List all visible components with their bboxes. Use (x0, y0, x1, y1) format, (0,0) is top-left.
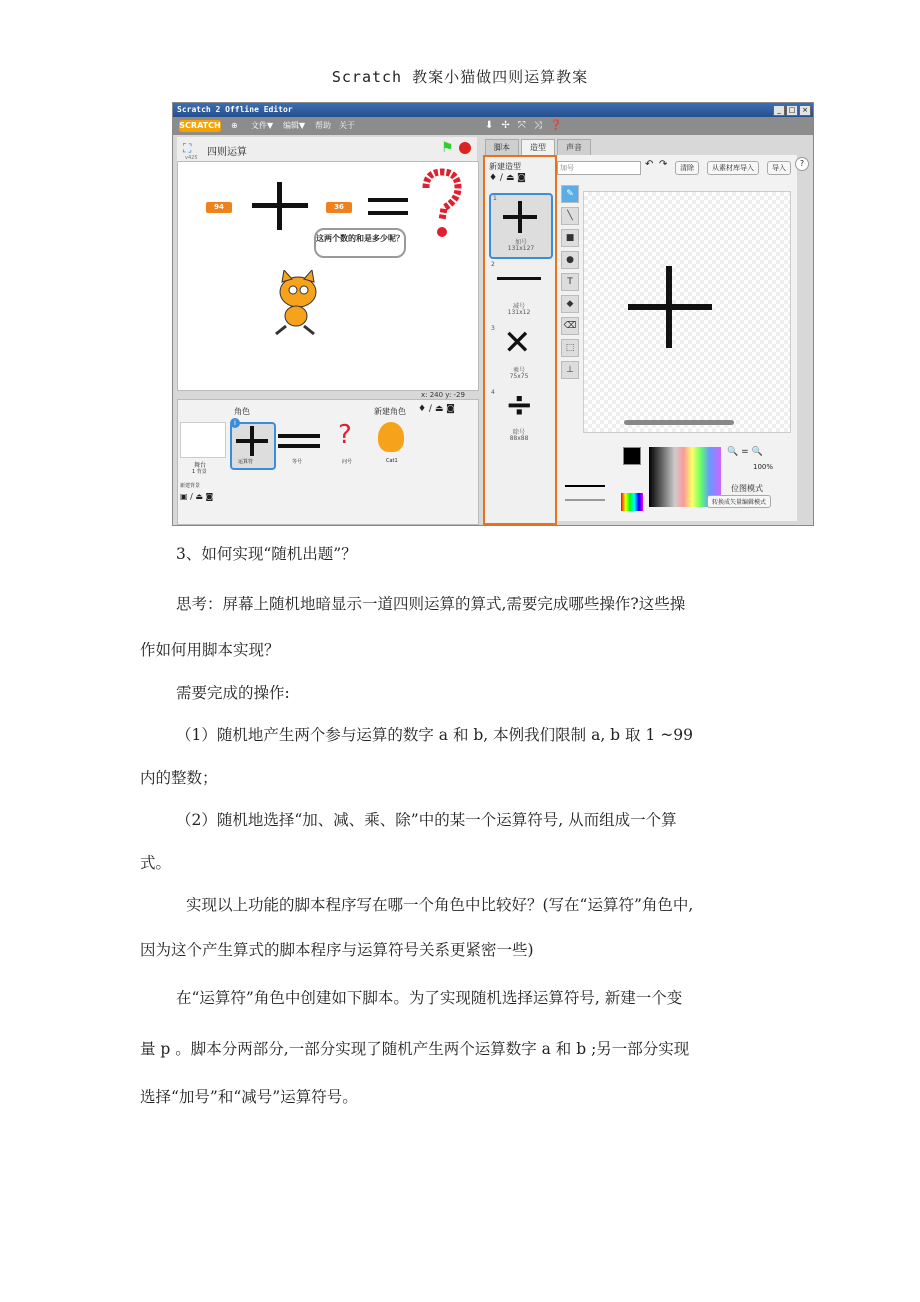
paragraph-line: 在“运算符”角色中创建如下脚本。为了实现随机选择运算符号, 新建一个变 (176, 989, 683, 1007)
cat-sprite[interactable] (270, 270, 324, 336)
eraser-tool-icon[interactable]: ⌫ (561, 317, 579, 335)
clear-button[interactable]: 清除 (675, 161, 699, 175)
sprite-name: Cat1 (386, 458, 398, 464)
window-titlebar (173, 103, 813, 117)
help-icon[interactable]: ❓ (549, 120, 563, 131)
maximize-icon[interactable]: □ (786, 105, 798, 116)
speech-bubble: 这两个数的和是多少呢？ (314, 228, 406, 258)
stamp-tool-icon[interactable]: ⊥ (561, 361, 579, 379)
select-tool-icon[interactable]: ⬚ (561, 339, 579, 357)
equals-thumb-icon[interactable] (278, 432, 320, 450)
costume-index: 2 (491, 261, 495, 268)
paragraph-line: （1）随机地产生两个参与运算的数字 a 和 b, 本例我们限制 a, b 取 1 ~99 (176, 726, 693, 744)
costume-size: 131x12 (507, 309, 531, 316)
stage-header (177, 137, 477, 161)
costume-item[interactable] (489, 193, 553, 259)
costume-name: 乘号 (512, 367, 525, 374)
paragraph-line: 量 p 。脚本分两部分,一部分实现了随机产生两个运算数字 a 和 b ;另一部分实现 (140, 1040, 690, 1058)
line-tool-icon[interactable]: ╲ (561, 207, 579, 225)
new-sprite-label: 新建角色 (374, 407, 406, 416)
zoom-icons[interactable]: 🔍 = 🔍 (727, 447, 763, 457)
window-controls (773, 105, 811, 116)
times-icon: ✕ (503, 323, 532, 363)
stage-backdrops: 1 背景 (192, 469, 207, 475)
scratch-logo[interactable]: SCRATCH (179, 121, 221, 130)
menu-bar (173, 117, 813, 135)
paint-canvas[interactable] (583, 191, 791, 433)
cat-thumb-icon[interactable] (378, 422, 404, 452)
tab-costumes[interactable]: 造型 (521, 139, 555, 155)
costume-item[interactable] (489, 385, 549, 449)
costume-name-input[interactable]: 加号 (557, 161, 641, 175)
costume-item[interactable] (489, 325, 549, 387)
plus-icon (236, 426, 268, 456)
divide-icon: ÷ (505, 385, 534, 425)
fill-tool-icon[interactable]: ◆ (561, 295, 579, 313)
costume-name: 减号 (512, 303, 525, 310)
menu-about[interactable]: 关于 (339, 121, 355, 130)
text-tool-icon[interactable]: T (561, 273, 579, 291)
minus-icon (497, 277, 541, 281)
plus-costume-drawing (628, 266, 712, 348)
new-backdrop-icons[interactable]: ▣ ∕ ⏏ ◙ (180, 492, 214, 501)
paragraph-line: 实现以上功能的脚本程序写在哪一个角色中比较好？(写在“运算符”角色中, (186, 896, 694, 914)
ellipse-tool-icon[interactable]: ● (561, 251, 579, 269)
fullscreen-icon[interactable]: ⛶ (183, 141, 192, 155)
tab-scripts[interactable]: 脚本 (485, 139, 519, 155)
line-width-slider[interactable] (565, 499, 605, 501)
costume-index: 1 (493, 195, 497, 202)
scratch-screenshot (172, 102, 814, 526)
question-thumb-icon[interactable]: ? (338, 420, 352, 450)
sprite-pane-header: 角色 (234, 407, 250, 416)
primary-color-swatch[interactable] (623, 447, 641, 465)
costume-list (483, 155, 557, 525)
plus-icon (503, 201, 537, 233)
new-backdrop-label: 新建背景 (180, 483, 201, 489)
rectangle-tool-icon[interactable]: ■ (561, 229, 579, 247)
minimize-icon[interactable]: _ (773, 105, 785, 116)
costume-index: 4 (491, 389, 495, 396)
globe-icon[interactable]: ⊕ (231, 121, 238, 130)
sprite-name: 问号 (342, 459, 353, 465)
convert-vector-button[interactable]: 转换成矢量编辑模式 (707, 495, 771, 508)
stage[interactable] (177, 161, 479, 391)
new-costume-label: 新建造型 (489, 162, 521, 171)
costume-size: 88x88 (509, 435, 529, 442)
costume-size: 75x75 (509, 373, 529, 380)
editor-mode-label: 位图模式 (731, 484, 763, 493)
stage-thumbnail[interactable] (180, 422, 226, 458)
green-flag-icon[interactable]: ⚑ (441, 140, 454, 156)
info-icon[interactable]: i (230, 418, 240, 428)
new-sprite-icons[interactable]: ♦ ∕ ⏏ ◙ (418, 404, 455, 414)
project-title[interactable]: 四则运算 (207, 147, 247, 158)
duplicate-icon[interactable]: ⬇ (485, 120, 494, 131)
costume-index: 3 (491, 325, 495, 332)
cut-icon[interactable]: ✢ (501, 120, 510, 131)
equals-sprite[interactable] (368, 196, 408, 218)
toolbar-icons (485, 117, 562, 135)
redo-icon[interactable]: ↷ (659, 159, 668, 170)
window-title: Scratch 2 Offline Editor (177, 105, 293, 114)
paragraph-line: （2）随机地选择“加、减、乘、除”中的某一个运算符号, 从而组成一个算 (176, 811, 677, 829)
close-icon[interactable]: × (799, 105, 811, 116)
costume-item[interactable] (489, 261, 549, 321)
paragraph-line: 需要完成的操作: (176, 684, 290, 702)
paragraph-line: 式。 (140, 854, 172, 872)
shrink-icon[interactable]: ⤨ (533, 120, 542, 131)
variable-monitor-a: 94 (206, 202, 232, 213)
zoom-level: 100% (753, 463, 774, 471)
paragraph-line: 因为这个产生算式的脚本程序与运算符号关系更紧密一些) (140, 941, 534, 959)
grow-icon[interactable]: ⤧ (517, 120, 526, 131)
variable-monitor-b: 36 (326, 202, 352, 213)
canvas-scrollbar[interactable] (624, 420, 734, 425)
import-library-button[interactable]: 从素材库导入 (707, 161, 759, 175)
new-costume-icons[interactable]: ♦ ∕ ⏏ ◙ (489, 173, 526, 183)
costume-size: 131x127 (507, 245, 535, 252)
question-sprite[interactable] (420, 168, 464, 240)
menu-file[interactable]: 文件▼ (251, 121, 274, 130)
version-label: v425 (185, 155, 198, 161)
section-heading: 3、如何实现“随机出题”？ (176, 545, 357, 563)
sprite-pane (177, 399, 479, 525)
paragraph-line: 作如何用脚本实现？ (140, 641, 280, 659)
plus-sprite[interactable] (252, 182, 308, 230)
paragraph-line: 选择“加号”和“减号”运算符号。 (140, 1088, 358, 1106)
paragraph-line: 内的整数； (140, 769, 218, 787)
undo-icon[interactable]: ↶ (645, 159, 654, 170)
tab-sounds[interactable]: 声音 (557, 139, 591, 155)
editor-tabs (485, 139, 591, 155)
sprite-name: 运算符 (238, 459, 254, 465)
document-title: Scratch 教案小猫做四则运算教案 (331, 68, 589, 86)
paragraph-line: 思考：屏幕上随机地暗显示一道四则运算的算式,需要完成哪些操作?这些操 (176, 595, 686, 613)
costume-name: 加号 (514, 239, 527, 246)
costume-name: 除号 (512, 429, 525, 436)
brush-tool-icon[interactable]: ✎ (561, 185, 579, 203)
sprite-name: 等号 (292, 459, 303, 465)
paint-editor (557, 155, 797, 521)
mouse-coords: x: 240 y: -29 (421, 391, 465, 399)
stop-icon[interactable] (459, 142, 471, 154)
color-picker-swatch[interactable] (621, 493, 643, 511)
menu-edit[interactable]: 编辑▼ (283, 121, 306, 130)
menu-help[interactable]: 帮助 (315, 121, 331, 130)
line-width-preview (565, 485, 605, 487)
stage-label: 舞台 (194, 462, 207, 469)
import-button[interactable]: 导入 (767, 161, 791, 175)
help-circle-icon[interactable]: ? (795, 157, 809, 171)
